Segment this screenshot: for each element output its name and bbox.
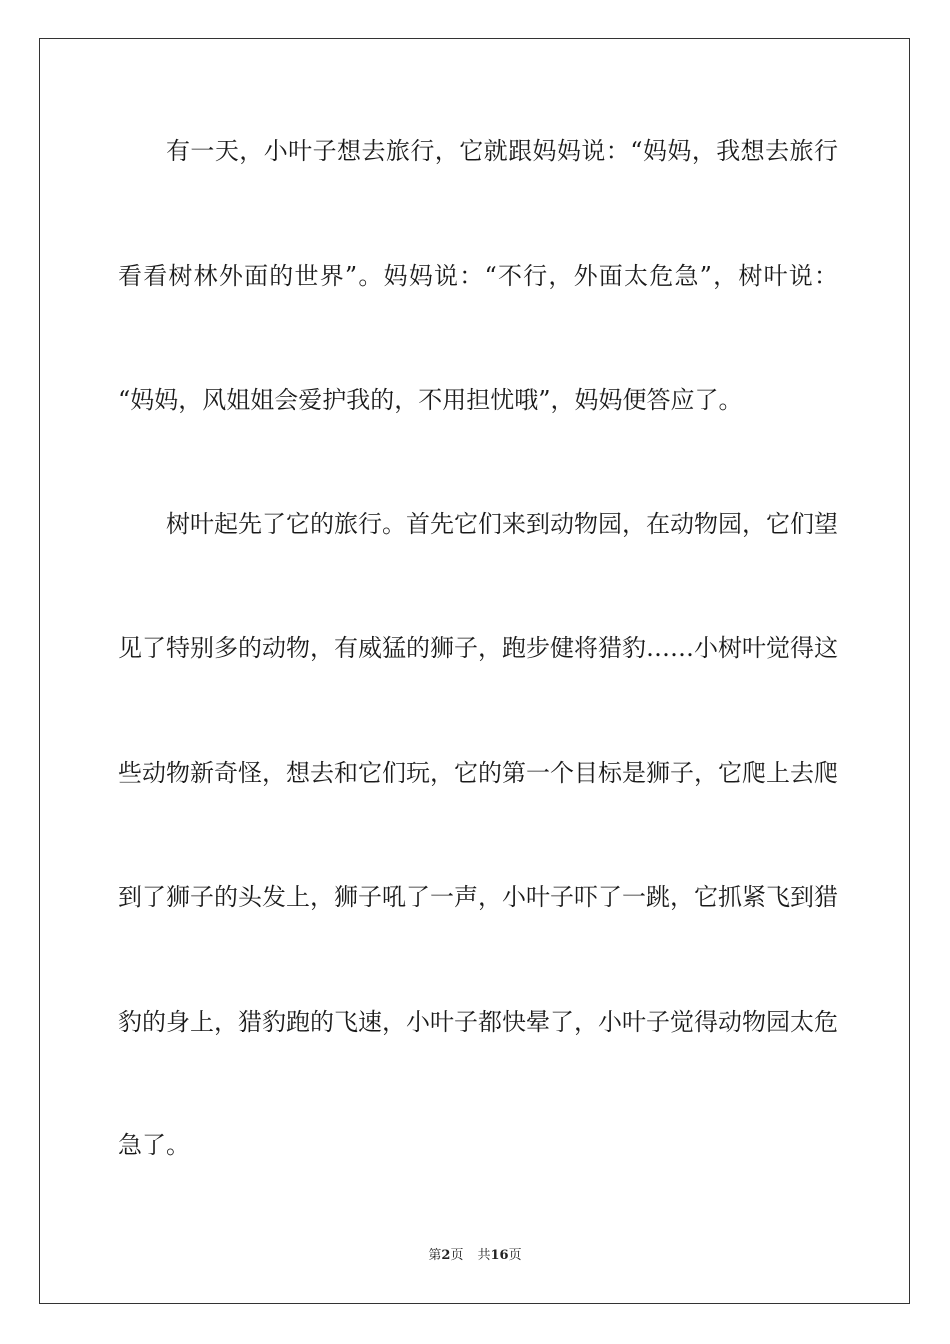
text-line: 树叶起先了它的旅行。首先它们来到动物园，在动物园，它们望 — [166, 510, 838, 538]
text-line: 急了。 — [118, 1131, 190, 1159]
page-total: 共16页 — [477, 1248, 522, 1263]
page-border — [39, 38, 910, 1304]
text-line: 看看树林外面的世界”。妈妈说：“不行，外面太危急”，树叶说： — [118, 262, 838, 290]
text-line: 豹的身上，猎豹跑的飞速，小叶子都快晕了，小叶子觉得动物园太危 — [118, 1008, 838, 1036]
text-line: 有一天，小叶子想去旅行，它就跟妈妈说：“妈妈，我想去旅行 — [166, 137, 838, 165]
page-number: 第2页 — [428, 1248, 464, 1263]
page-footer — [0, 1246, 950, 1266]
text-line: 到了狮子的头发上，狮子吼了一声，小叶子吓了一跳，它抓紧飞到猎 — [118, 883, 838, 911]
text-line: “妈妈，风姐姐会爱护我的，不用担忧哦”，妈妈便答应了。 — [118, 386, 743, 414]
text-line: 些动物新奇怪，想去和它们玩，它的第一个目标是狮子，它爬上去爬 — [118, 759, 838, 787]
text-line: 见了特别多的动物，有威猛的狮子，跑步健将猎豹……小树叶觉得这 — [118, 634, 838, 662]
